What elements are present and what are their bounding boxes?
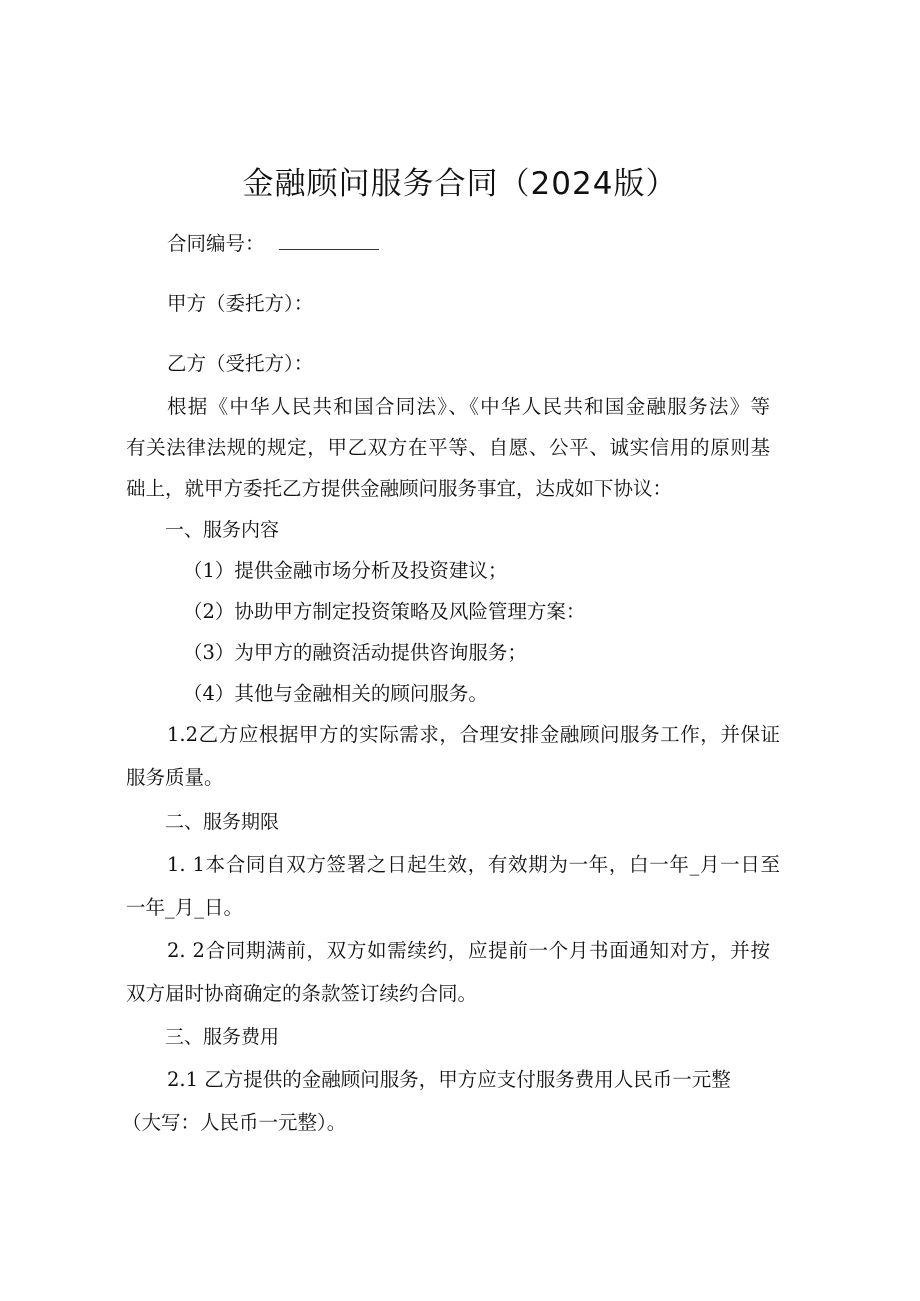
fee-clause-line-1: 2.1 乙方提供的金融顾问服务，甲方应支付服务费用人民币一元整 (167, 1068, 731, 1091)
section-3-heading: 三、服务费用 (165, 1026, 280, 1048)
service-item-3: （3）为甲方的融资活动提供咨询服务； (183, 641, 527, 664)
fee-clause-line-2: （大写：人民币一元整）。 (122, 1111, 347, 1134)
preamble-line-3: 础上，就甲方委托乙方提供金融顾问服务事宜，达成如下协议： (126, 477, 673, 500)
contract-number-line (167, 230, 379, 258)
term-clause-2-line-1: 2. 2合同期满前，双方如需续约，应提前一个月书面通知对方，并按 (167, 939, 770, 962)
term-clause-1-line-1: 1. 1本合同自双方签署之日起生效，有效期为一年，白一年_月一日至 (167, 853, 780, 876)
section-2-heading: 二、服务期限 (165, 811, 280, 833)
contract-number-label: 合同编号： (167, 232, 265, 255)
party-b-line: 乙方（受托方）： (167, 352, 314, 375)
section-1-heading: 一、服务内容 (165, 519, 280, 541)
service-item-4: （4）其他与金融相关的顾问服务。 (183, 682, 488, 705)
service-item-1: （1）提供金融市场分析及投资建议； (183, 559, 508, 582)
service-item-2: （2）协助甲方制定投资策略及风险管理方案： (183, 600, 586, 623)
clause-1-2-line-2: 服务质量。 (126, 766, 224, 789)
party-a-line: 甲方（委托方）： (167, 292, 314, 315)
term-clause-2-line-2: 双方届时协商确定的条款签订续约合同。 (126, 982, 478, 1005)
clause-1-2-line-1: 1.2乙方应根据甲方的实际需求，合理安排金融顾问服务工作，并保证 (167, 723, 780, 746)
preamble-line-1: 根据《中华人民共和国合同法》、《中华人民共和国金融服务法》等 (167, 395, 770, 418)
preamble-line-2: 有关法律法规的规定，甲乙双方在平等、自愿、公平、诚实信用的原则基 (126, 436, 770, 459)
document-title: 金融顾问服务合同（2024版） (242, 166, 678, 202)
contract-number-blank (279, 230, 379, 250)
term-clause-1-line-2: 一年_月_日。 (126, 896, 244, 919)
